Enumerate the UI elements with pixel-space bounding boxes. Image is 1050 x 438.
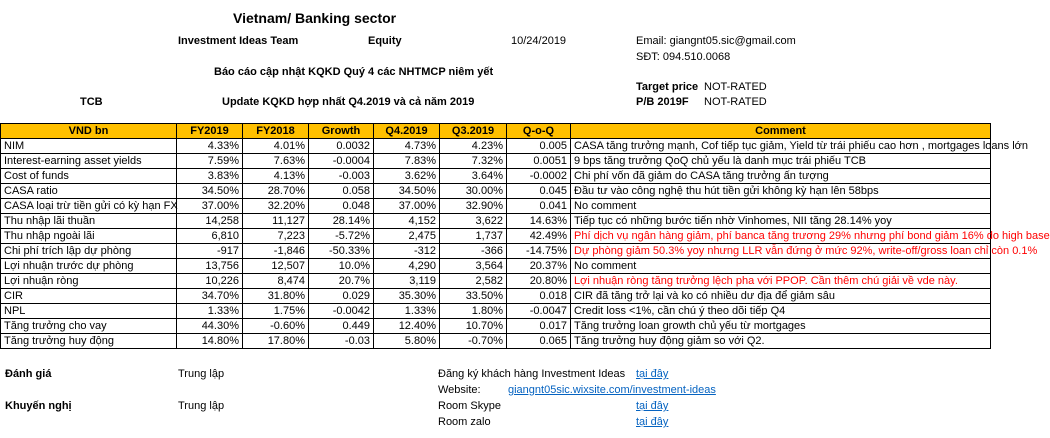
row-label: Tăng trưởng huy động bbox=[1, 334, 177, 349]
recommend-label: Khuyến nghị bbox=[5, 400, 72, 412]
growth-cell: 0.058 bbox=[309, 184, 374, 199]
table-row bbox=[1, 169, 991, 184]
q3-cell: 32.90% bbox=[440, 199, 507, 214]
asset-class: Equity bbox=[368, 35, 402, 47]
rating-label: Đánh giá bbox=[5, 368, 52, 380]
q4-cell: 34.50% bbox=[374, 184, 440, 199]
q3-cell: 33.50% bbox=[440, 289, 507, 304]
qoq-cell: 20.80% bbox=[507, 274, 571, 289]
q4-cell: -312 bbox=[374, 244, 440, 259]
growth-cell: 0.029 bbox=[309, 289, 374, 304]
row-label: CASA loại trừ tiền gửi có kỳ hạn FX bbox=[1, 199, 177, 214]
table-row bbox=[1, 334, 991, 349]
comment-cell: CASA tăng trưởng mạnh, Cof tiếp tục giảm, Yield từ trái phiếu cao hơn , mortgages loans lớn bbox=[571, 139, 991, 154]
fy2018-cell: 31.80% bbox=[243, 289, 309, 304]
column-header: Q3.2019 bbox=[440, 124, 507, 139]
comment-cell: Tiếp tục có những bước tiến nhờ Vinhomes, NII tăng 28.14% yoy bbox=[571, 214, 991, 229]
sector-title: Vietnam/ Banking sector bbox=[233, 10, 397, 26]
growth-cell: -5.72% bbox=[309, 229, 374, 244]
column-header: FY2018 bbox=[243, 124, 309, 139]
fy2019-cell: -917 bbox=[177, 244, 243, 259]
skype-label: Room Skype bbox=[438, 400, 501, 412]
q4-cell: 35.30% bbox=[374, 289, 440, 304]
q4-cell: 3.62% bbox=[374, 169, 440, 184]
contact-email: Email: giangnt05.sic@gmail.com bbox=[636, 35, 796, 47]
column-header: Comment bbox=[571, 124, 991, 139]
q4-cell: 4,290 bbox=[374, 259, 440, 274]
comment-cell: CIR đã tăng trở lại và ko có nhiều dư địa để giảm sâu bbox=[571, 289, 991, 304]
column-header: Growth bbox=[309, 124, 374, 139]
growth-cell: 28.14% bbox=[309, 214, 374, 229]
column-header: VND bn bbox=[1, 124, 177, 139]
fy2018-cell: 12,507 bbox=[243, 259, 309, 274]
comment-cell: Chi phí vốn đã giảm do CASA tăng trưởng ấn tượng bbox=[571, 169, 991, 184]
comment-cell: No comment bbox=[571, 259, 991, 274]
register-link[interactable]: tại đây bbox=[636, 368, 669, 380]
column-header: Q-o-Q bbox=[507, 124, 571, 139]
fy2019-cell: 34.70% bbox=[177, 289, 243, 304]
website-link[interactable]: giangnt05sic.wixsite.com/investment-ideas bbox=[508, 384, 716, 396]
growth-cell: 20.7% bbox=[309, 274, 374, 289]
q4-cell: 4.73% bbox=[374, 139, 440, 154]
qoq-cell: 0.065 bbox=[507, 334, 571, 349]
q3-cell: 2,582 bbox=[440, 274, 507, 289]
row-label: Chi phí trích lập dự phòng bbox=[1, 244, 177, 259]
fy2019-cell: 1.33% bbox=[177, 304, 243, 319]
row-label: Interest-earning asset yields bbox=[1, 154, 177, 169]
qoq-cell: -14.75% bbox=[507, 244, 571, 259]
growth-cell: 10.0% bbox=[309, 259, 374, 274]
row-label: Cost of funds bbox=[1, 169, 177, 184]
qoq-cell: 0.0051 bbox=[507, 154, 571, 169]
pb-label: P/B 2019F bbox=[636, 96, 689, 108]
growth-cell: 0.449 bbox=[309, 319, 374, 334]
fy2019-cell: 14.80% bbox=[177, 334, 243, 349]
table-row bbox=[1, 229, 991, 244]
table-row bbox=[1, 304, 991, 319]
q4-cell: 4,152 bbox=[374, 214, 440, 229]
report-subtitle: Báo cáo cập nhật KQKD Quý 4 các NHTMCP niêm yết bbox=[214, 66, 494, 78]
table-row bbox=[1, 274, 991, 289]
q4-cell: 1.33% bbox=[374, 304, 440, 319]
qoq-cell: -0.0047 bbox=[507, 304, 571, 319]
row-label: Lợi nhuận ròng bbox=[1, 274, 177, 289]
growth-cell: 0.048 bbox=[309, 199, 374, 214]
growth-cell: -0.0004 bbox=[309, 154, 374, 169]
q4-cell: 12.40% bbox=[374, 319, 440, 334]
row-label: NPL bbox=[1, 304, 177, 319]
report-date: 10/24/2019 bbox=[511, 35, 567, 47]
qoq-cell: 20.37% bbox=[507, 259, 571, 274]
comment-cell: 9 bps tăng trưởng QoQ chủ yếu là danh mục trái phiếu TCB bbox=[571, 154, 991, 169]
q4-cell: 3,119 bbox=[374, 274, 440, 289]
qoq-cell: 0.005 bbox=[507, 139, 571, 154]
row-label: CASA ratio bbox=[1, 184, 177, 199]
recommend-value: Trung lập bbox=[178, 400, 225, 412]
q4-cell: 37.00% bbox=[374, 199, 440, 214]
comment-cell: Phí dịch vụ ngân hàng giảm, phí banca tăng trương 29% nhưng phí bond giảm 16% do high base bbox=[571, 229, 991, 244]
qoq-cell: 14.63% bbox=[507, 214, 571, 229]
fy2018-cell: 17.80% bbox=[243, 334, 309, 349]
q3-cell: 10.70% bbox=[440, 319, 507, 334]
fy2018-cell: -1,846 bbox=[243, 244, 309, 259]
qoq-cell: 0.041 bbox=[507, 199, 571, 214]
contact-phone: SĐT: 094.510.0068 bbox=[636, 51, 731, 63]
growth-cell: -0.0042 bbox=[309, 304, 374, 319]
table-row bbox=[1, 199, 991, 214]
comment-cell: Dự phòng giảm 50.3% yoy nhưng LLR vẫn đứng ở mức 92%, write-off/gross loan chỉ còn 0.1% bbox=[571, 244, 991, 259]
q3-cell: 3,564 bbox=[440, 259, 507, 274]
qoq-cell: -0.0002 bbox=[507, 169, 571, 184]
fy2018-cell: 7,223 bbox=[243, 229, 309, 244]
fy2018-cell: 4.01% bbox=[243, 139, 309, 154]
update-title: Update KQKD hợp nhất Q4.2019 và cả năm 2019 bbox=[222, 96, 475, 108]
growth-cell: -0.003 bbox=[309, 169, 374, 184]
qoq-cell: 0.045 bbox=[507, 184, 571, 199]
fy2019-cell: 13,756 bbox=[177, 259, 243, 274]
growth-cell: -50.33% bbox=[309, 244, 374, 259]
q3-cell: 1.80% bbox=[440, 304, 507, 319]
fy2019-cell: 6,810 bbox=[177, 229, 243, 244]
zalo-label: Room zalo bbox=[438, 416, 491, 428]
q3-cell: 1,737 bbox=[440, 229, 507, 244]
q4-cell: 7.83% bbox=[374, 154, 440, 169]
fy2019-cell: 37.00% bbox=[177, 199, 243, 214]
q4-cell: 5.80% bbox=[374, 334, 440, 349]
fy2019-cell: 44.30% bbox=[177, 319, 243, 334]
skype-link[interactable]: tại đây bbox=[636, 400, 669, 412]
growth-cell: -0.03 bbox=[309, 334, 374, 349]
ticker: TCB bbox=[80, 96, 103, 108]
table-row bbox=[1, 139, 991, 154]
fy2019-cell: 14,258 bbox=[177, 214, 243, 229]
fy2019-cell: 4.33% bbox=[177, 139, 243, 154]
table-row bbox=[1, 154, 991, 169]
row-label: NIM bbox=[1, 139, 177, 154]
team-name: Investment Ideas Team bbox=[178, 35, 299, 47]
qoq-cell: 42.49% bbox=[507, 229, 571, 244]
table-row bbox=[1, 244, 991, 259]
fy2018-cell: 11,127 bbox=[243, 214, 309, 229]
column-header: Q4.2019 bbox=[374, 124, 440, 139]
comment-cell: Lợi nhuận ròng tăng trưởng lệch pha với PPOP. Cần thêm chú giải về vde này. bbox=[571, 274, 991, 289]
row-label: Tăng trưởng cho vay bbox=[1, 319, 177, 334]
table-body bbox=[1, 139, 1050, 349]
table-row bbox=[1, 259, 991, 274]
fy2018-cell: 8,474 bbox=[243, 274, 309, 289]
rating-value: Trung lập bbox=[178, 368, 225, 380]
table-row bbox=[1, 184, 991, 199]
qoq-cell: 0.018 bbox=[507, 289, 571, 304]
row-label: Thu nhập ngoài lãi bbox=[1, 229, 177, 244]
row-label: Thu nhập lãi thuần bbox=[1, 214, 177, 229]
table-row bbox=[1, 289, 991, 304]
q3-cell: 4.23% bbox=[440, 139, 507, 154]
q4-cell: 2,475 bbox=[374, 229, 440, 244]
fy2018-cell: 28.70% bbox=[243, 184, 309, 199]
q3-cell: 3,622 bbox=[440, 214, 507, 229]
fy2018-cell: 4.13% bbox=[243, 169, 309, 184]
target-price-label: Target price bbox=[636, 81, 699, 93]
comment-cell: Tăng trưởng loan growth chủ yếu từ mortgages bbox=[571, 319, 991, 334]
results-table bbox=[0, 123, 1050, 349]
growth-cell: 0.0032 bbox=[309, 139, 374, 154]
fy2018-cell: 7.63% bbox=[243, 154, 309, 169]
qoq-cell: 0.017 bbox=[507, 319, 571, 334]
comment-cell: Credit loss <1%, cần chú ý theo dõi tiếp Q4 bbox=[571, 304, 991, 319]
register-label: Đăng ký khách hàng Investment Ideas bbox=[438, 368, 626, 380]
fy2018-cell: 1.75% bbox=[243, 304, 309, 319]
column-header: FY2019 bbox=[177, 124, 243, 139]
row-label: CIR bbox=[1, 289, 177, 304]
fy2019-cell: 7.59% bbox=[177, 154, 243, 169]
target-price-value: NOT-RATED bbox=[704, 81, 767, 93]
fy2018-cell: 32.20% bbox=[243, 199, 309, 214]
fy2018-cell: -0.60% bbox=[243, 319, 309, 334]
table-row bbox=[1, 214, 991, 229]
table-header-row bbox=[1, 124, 991, 139]
fy2019-cell: 10,226 bbox=[177, 274, 243, 289]
q3-cell: 30.00% bbox=[440, 184, 507, 199]
comment-cell: Tăng trưởng huy động giảm so với Q2. bbox=[571, 334, 991, 349]
q3-cell: -0.70% bbox=[440, 334, 507, 349]
fy2019-cell: 34.50% bbox=[177, 184, 243, 199]
fy2019-cell: 3.83% bbox=[177, 169, 243, 184]
row-label: Lợi nhuận trước dự phòng bbox=[1, 259, 177, 274]
pb-value: NOT-RATED bbox=[704, 96, 767, 108]
comment-cell: No comment bbox=[571, 199, 991, 214]
table-row bbox=[1, 319, 991, 334]
zalo-link[interactable]: tại đây bbox=[636, 416, 669, 428]
q3-cell: -366 bbox=[440, 244, 507, 259]
q3-cell: 7.32% bbox=[440, 154, 507, 169]
comment-cell: Đầu tư vào công nghệ thu hút tiền gửi không kỳ hạn lên 58bps bbox=[571, 184, 991, 199]
website-label: Website: bbox=[438, 384, 481, 396]
q3-cell: 3.64% bbox=[440, 169, 507, 184]
